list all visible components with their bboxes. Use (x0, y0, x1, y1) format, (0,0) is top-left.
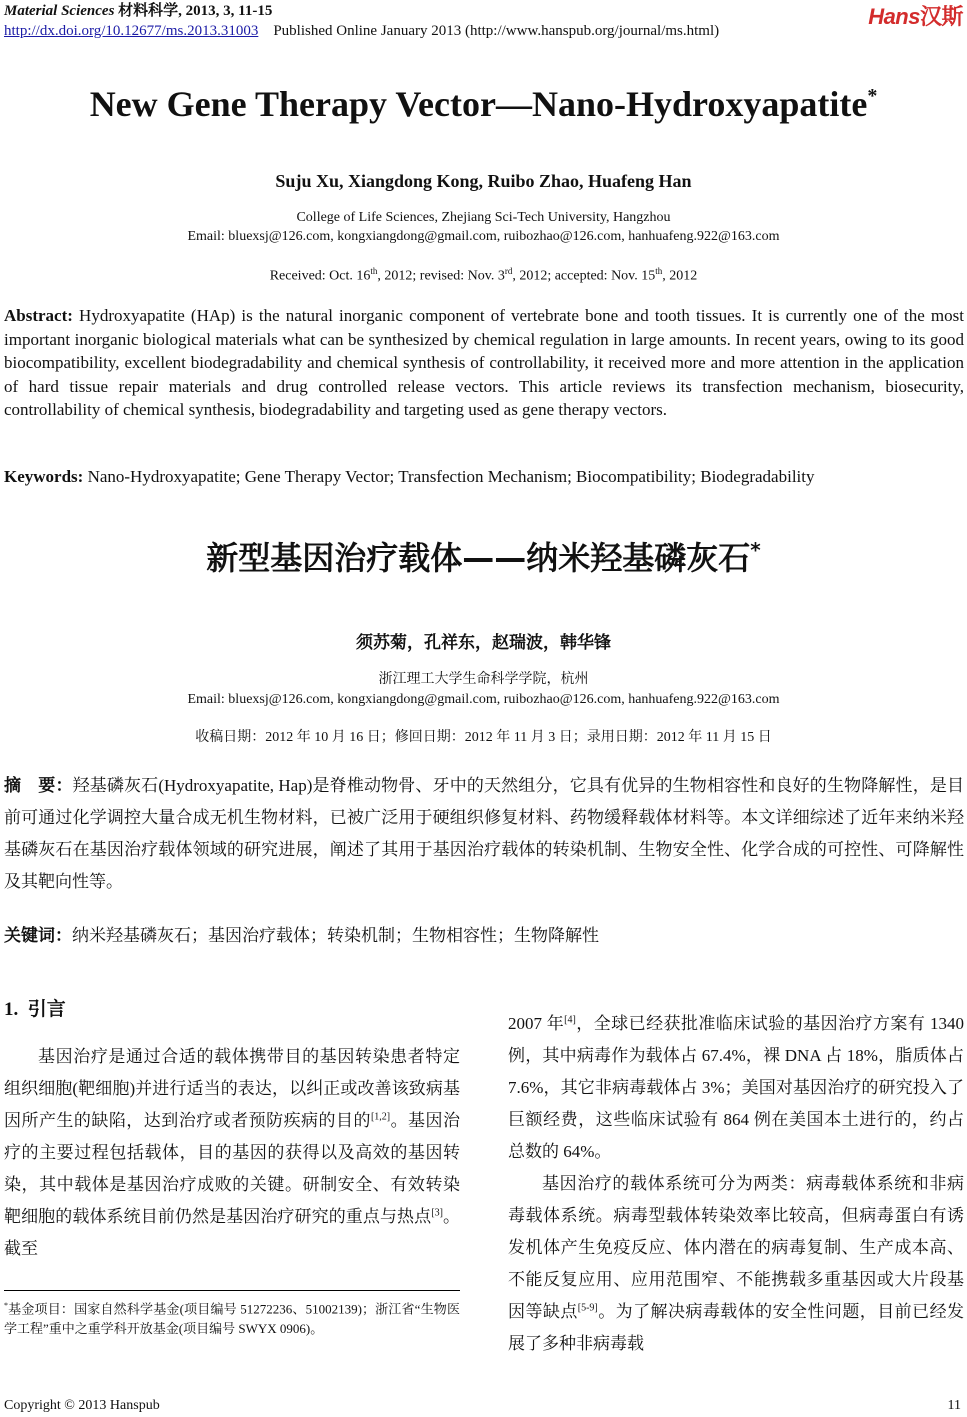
chinese-abstract (4, 770, 964, 898)
received-dates: Received: Oct. 16th, 2012; revised: Nov. 3rd, 2012; accepted: Nov. 15th, 2012 (269, 266, 698, 284)
body-paragraph: 基因治疗的载体系统可分为两类：病毒载体系统和非病毒载体系统。病毒型载体转染效率比较高，但病毒蛋白有诱发机体产生免疫反应、体内潜在的病毒复制、生产成本高、不能反复应用、应用范围窄、不能携载多重基因或大片段基因等缺点[5-9]。为了解决病毒载体的安全性问题，目前已经发展了多种非病毒载 (508, 1174, 965, 1353)
hanspub-logo (868, 0, 963, 31)
english-affiliation: College of Life Sciences, Zhejiang Sci-Tech University, Hangzhou (296, 210, 671, 225)
citation-ref[interactable]: [3] (431, 1207, 443, 1219)
cn-keywords-text: 纳米羟基磷灰石；基因治疗载体；转染机制；生物相容性；生物降解性 (72, 926, 599, 945)
cn-abstract-text: 羟基磷灰石(Hydroxyapatite, Hap)是脊椎动物骨、牙中的天然组分，它具有优异的生物相容性和良好的生物降解性，是目前可通过化学调控大量合成无机生物材料，已被广泛用于硬组织修复材料、药物缓释载体材料等。本文详细综述了近年来纳米羟基磷灰石在基因治疗载体领域的研究进展，阐述了其用于基因治疗载体的转染机制、生物安全性、化学合成的可控性、可降解性及其靶向性等。 (4, 776, 964, 891)
journal-issue: , 2013, 3, 11-15 (178, 3, 273, 19)
funding-footnote: *基金项目：国家自然科学基金(项目编号 51272236、51002139)；浙江省“生物医学工程”重中之重学科开放基金(项目编号 SWYX 0906)。 (4, 1301, 460, 1337)
cn-abstract-label: 摘 要： (4, 776, 73, 796)
footnote-divider (4, 1290, 460, 1291)
published-online: Published Online January 2013 (http://www.hanspub.org/journal/ms.html) (273, 23, 720, 39)
title-footnote-mark: * (867, 85, 878, 107)
right-column (508, 1008, 964, 1360)
doi-line (4, 22, 719, 40)
body-paragraph: 基因治疗是通过合适的载体携带目的基因转染患者特定组织细胞(靶细胞)并进行适当的表达，以纠正或改善该致病基因所产生的缺陷，达到治疗或者预防疾病的目的[1,2]。基因治疗的主要过程包括载体，目的基因的获得以及高效的基因转染，其中载体是基因治疗成败的关键。研制安全、有效转染靶细胞的载体系统目前仍然是基因治疗研究的重点与热点[3]。截至 (4, 1047, 461, 1258)
citation-ref[interactable]: [4] (564, 1014, 576, 1026)
journal-name-cn: 材料科学 (118, 3, 179, 19)
abstract-text: Hydroxyapatite (HAp) is the natural inorganic component of vertebrate bone and tooth tissues. It is currently one of the most important inorganic biological materials what can be synthesized by chemical regulation in large amounts. In recent years, owing to its good biocompatibility, excellent biodegradability and chemical synthesis of controllability, it received more and more attention in the application of hard tissue repair materials and drug controlled release vectors. This article reviews its transfection mechanism, biosecurity, controllability of chemical synthesis, biodegradability and targeting used as gene therapy vectors. (4, 306, 964, 419)
abstract-label: Abstract: (4, 306, 73, 325)
journal-name: Material Sciences (4, 3, 115, 19)
english-authors: Suju Xu, Xiangdong Kong, Ruibo Zhao, Huafeng Han (275, 171, 692, 191)
copyright: Copyright © 2013 Hanspub (4, 1398, 160, 1413)
english-abstract (4, 304, 964, 422)
page-number: 11 (947, 1398, 961, 1413)
cn-title-footnote-mark: * (750, 538, 761, 562)
english-keywords (4, 465, 964, 489)
chinese-dates: 收稿日期：2012 年 10 月 16 日；修回日期：2012 年 11 月 3 日；录用日期：2012 年 11 月 15 日 (195, 730, 772, 745)
english-email: Email: bluexsj@126.com, kongxiangdong@gmail.com, ruibozhao@126.com, hanhuafeng.922@163.com (187, 229, 780, 244)
english-title: New Gene Therapy Vector—Nano-Hydroxyapatite* (89, 84, 878, 124)
cn-keywords-label: 关键词： (4, 926, 72, 946)
chinese-keywords (4, 920, 964, 952)
body-paragraph: 2007 年[4]，全球已经获批准临床试验的基因治疗方案有 1340 例，其中病毒作为载体占 67.4%，裸 DNA 占 18%，脂质体占 7.6%，其它非病毒载体占 3%；美国对基因治疗的研究投入了巨额经费，这些临床试验有 864 例在美国本土进行的，约占总数的 64%。 (508, 1014, 965, 1161)
doi-link[interactable]: http://dx.doi.org/10.12677/ms.2013.31003 (4, 23, 259, 39)
logo-cn: 汉斯 (919, 4, 963, 29)
chinese-email: Email: bluexsj@126.com, kongxiangdong@gmail.com, ruibozhao@126.com, hanhuafeng.922@163.com (187, 692, 780, 707)
keywords-label: Keywords: (4, 467, 84, 486)
chinese-authors: 须苏菊，孔祥东，赵瑞波，韩华锋 (356, 633, 611, 653)
left-column (4, 1041, 460, 1265)
citation-ref[interactable]: [1,2] (370, 1111, 391, 1123)
chinese-affiliation: 浙江理工大学生命科学学院，杭州 (378, 672, 589, 687)
logo-en: Hans (868, 4, 920, 29)
citation-ref[interactable]: [5-9] (577, 1302, 598, 1314)
chinese-title: 新型基因治疗载体——纳米羟基磷灰石* (206, 538, 761, 577)
journal-citation (4, 2, 272, 20)
keywords-text: Nano-Hydroxyapatite; Gene Therapy Vector; Transfection Mechanism; Biocompatibility; Biodegradability (87, 467, 815, 486)
section-heading-introduction: 1. 引言 (4, 998, 66, 1020)
